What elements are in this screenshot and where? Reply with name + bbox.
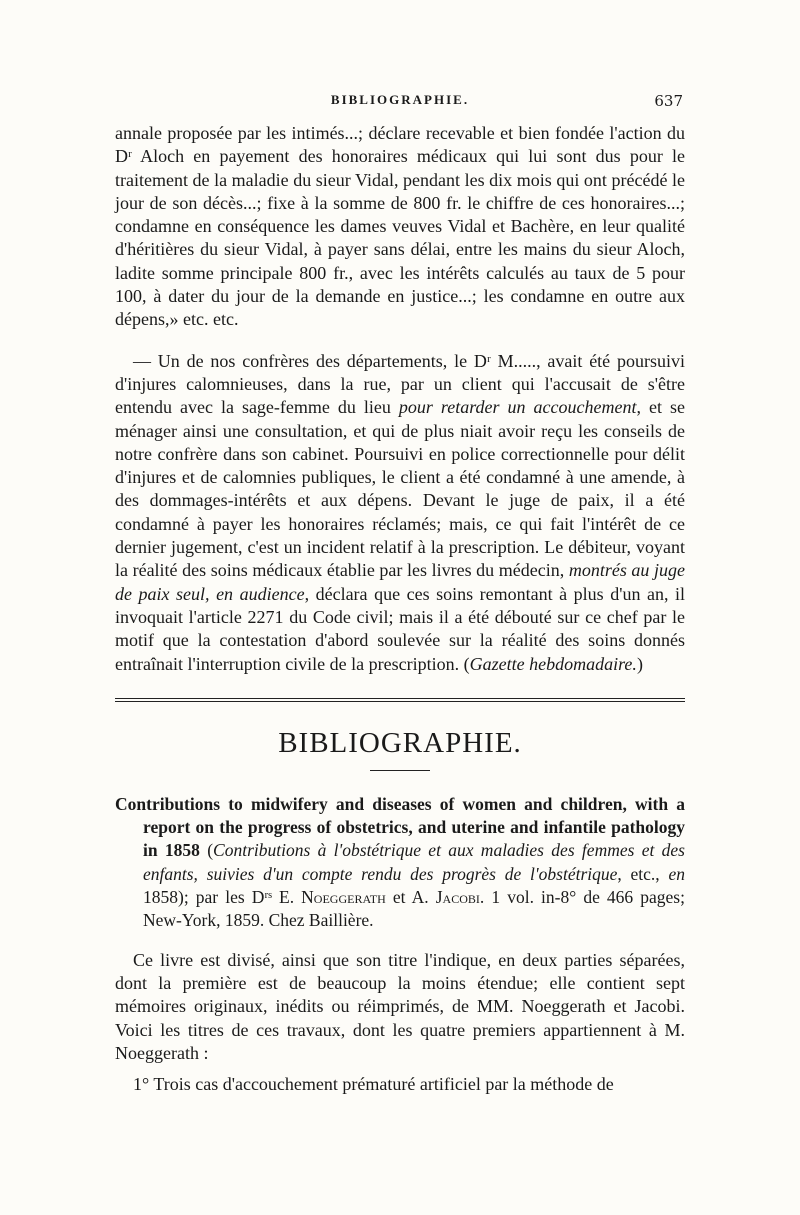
reference-french-title: Contributions à l'obstétrique et aux maladies des femmes et des enfants, suivies d'un compte rendu des progrès de l'obstétrique [143,840,685,884]
reference-etc: , etc., [617,863,669,884]
bibliographic-reference [115,793,685,933]
reference-title: Contributions to midwifery and diseases of women and children, with a report on the progress of obstetrics, and uterine and infantile pathology in 1858 [115,793,685,861]
reference-author-1: Noeggerath [301,887,386,908]
para2-text-4: ) [636,653,643,674]
reference-en: en [668,863,685,884]
section-divider [115,698,685,702]
paragraph-list-item-1: 1° Trois cas d'accouchement prématuré artificiel par la méthode de [133,1074,614,1095]
paragraph-judgment: annale proposée par les intimés...; déclare recevable et bien fondée l'action du Dʳ Aloch en payement des honoraires médicaux qui lui sont dus pour le traitement de la maladie du sieur Vidal, pendant les dix mois qui ont précédé le jour de son décès...; fixe à la somme de 800 fr. le chiffre de ces honoraires...; condamne en conséquence les dames veuves Vidal et Bachère, en leur qualité d'héritières du sieur Vidal, à payer sans délai, entre les mains du sieur Aloch, ladite somme principale 800 fr., avec les intérêts calculés au taux de 5 pour 100, à dater du jour de la demande en justice...; les condamne en outre aux dépens,» etc. etc. [115,123,685,330]
reference-open: ( [199,840,214,861]
para2-text-2: , et se ménager ainsi une consultation, et qui de plus niait avoir reçu les conseils de notre confrère dans son cabinet. Poursuivi en police correctionnelle pour délit d'injures et de calomnies publiques, le client a été condamné à une amende, à des dommages-intérêts et aux dépens. Devant le juge de paix, il a été condamné à payer les honoraires réclamés; mais, ce qui fait l'intérêt de ce dernier jugement, c'est un incident relatif à la prescription. Le débiteur, voyant la réalité des soins médicaux établie par les livres du médecin, [115,397,686,581]
reference-author-2: Jacobi [435,887,480,908]
reference-year: 1858); par les Dʳˢ E. [143,887,302,908]
reference-and: et A. [385,887,436,908]
para2-italic-2: montrés au juge de paix seul, en audience [115,560,685,604]
section-heading: BIBLIOGRAPHIE. [278,726,522,759]
para2-text-3: , déclara que ces soins remontant à plus d'un an, il invoquait l'article 2271 du Code civil; mais il a été débouté sur ce chef par le motif que la contestation d'abord soulevée sur la réalité des soins donnés entraînait l'interruption civile de la prescription. ( [115,583,686,674]
para2-text-1: — Un de nos confrères des départements, le Dʳ M....., avait été poursuivi d'injures calomnieuses, dans la rue, par un client qui l'accusait de s'être entendu avec la sage-femme du lieu [115,350,685,418]
heading-underline [370,770,430,771]
page-number: 637 [654,92,683,110]
reference-details: . 1 vol. in-8° de 466 pages; New-York, 1859. Chez Baillière. [143,887,685,931]
para2-source-citation: Gazette hebdomadaire. [469,653,637,674]
paragraph-book-description: Ce livre est divisé, ainsi que son titre l'indique, en deux parties séparées, dont la première est de beaucoup la moins étendue; elle contient sept mémoires originaux, inédits ou réimprimés, de MM. Noeggerath et Jacobi. Voici les titres de ces travaux, dont les quatre premiers appartiennent à M. Noeggerath : [115,949,685,1063]
running-title: BIBLIOGRAPHIE. [330,92,470,107]
para2-italic-1: pour retarder un accouchement [398,397,637,418]
paragraph-prescription-case [115,350,685,676]
book-page [115,92,685,1096]
running-header [115,92,685,122]
